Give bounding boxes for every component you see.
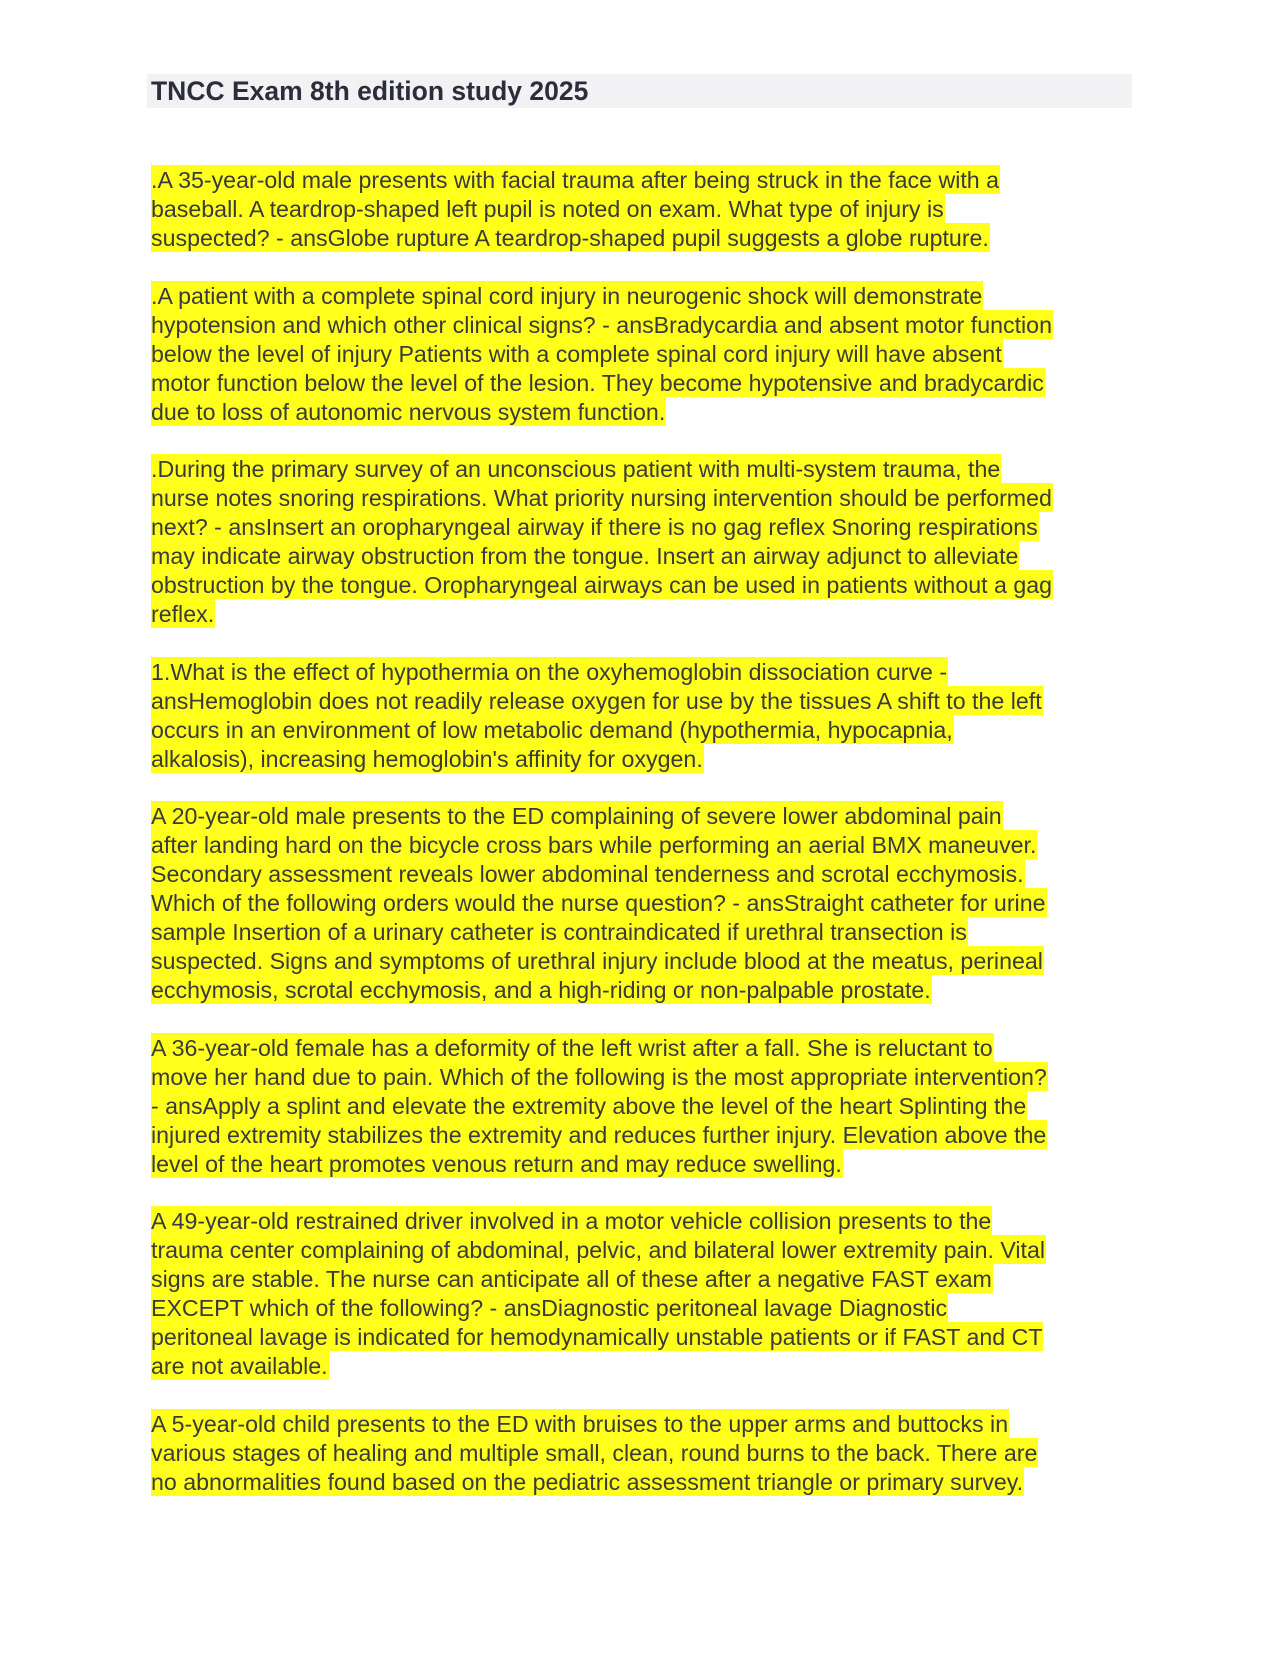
- highlighted-text: .During the primary survey of an unconscious patient with multi-system trauma, the: [151, 456, 1001, 482]
- text-line: [151, 311, 1131, 340]
- highlighted-text: baseball. A teardrop-shaped left pupil is noted on exam. What type of injury is: [151, 196, 944, 222]
- highlighted-text: motor function below the level of the lesion. They become hypotensive and bradycardic: [151, 369, 1044, 396]
- highlighted-text: A 49-year-old restrained driver involved in a motor vehicle collision presents to the: [151, 1208, 992, 1234]
- text-line: [151, 1034, 1131, 1063]
- document-body: [151, 166, 1131, 1525]
- text-line: [151, 1265, 1131, 1294]
- text-line: [151, 1207, 1131, 1236]
- question-paragraph: [151, 1207, 1131, 1381]
- highlighted-text: nurse notes snoring respirations. What priority nursing intervention should be performed: [151, 485, 1052, 511]
- text-line: [151, 802, 1131, 831]
- question-paragraph: [151, 1034, 1131, 1179]
- highlighted-text: obstruction by the tongue. Oropharyngeal airways can be used in patients without a gag: [151, 572, 1053, 598]
- text-line: [151, 1092, 1131, 1121]
- text-line: [151, 600, 1131, 629]
- text-line: [151, 860, 1131, 889]
- highlighted-text: Which of the following orders would the nurse question? - ansStraight catheter for urine: [151, 890, 1046, 916]
- question-paragraph: [151, 802, 1131, 1005]
- highlighted-text: are not available.: [151, 1353, 328, 1379]
- text-line: [151, 831, 1131, 860]
- question-paragraph: [151, 166, 1131, 253]
- text-line: [151, 918, 1131, 947]
- text-line: [151, 745, 1131, 774]
- text-line: [151, 1063, 1131, 1092]
- highlighted-text: below the level of injury Patients with a complete spinal cord injury will have absent: [151, 340, 1002, 367]
- text-line: [151, 1439, 1131, 1468]
- highlighted-text: move her hand due to pain. Which of the following is the most appropriate intervention?: [151, 1063, 1047, 1090]
- text-line: [151, 687, 1131, 716]
- text-line: [151, 658, 1131, 687]
- highlighted-text: suspected? - ansGlobe rupture A teardrop-shaped pupil suggests a globe rupture.: [151, 225, 989, 251]
- highlighted-text: ansHemoglobin does not readily release oxygen for use by the tissues A shift to the left: [151, 687, 1042, 714]
- highlighted-text: Secondary assessment reveals lower abdominal tenderness and scrotal ecchymosis.: [151, 861, 1024, 887]
- highlighted-text: alkalosis), increasing hemoglobin's affinity for oxygen.: [151, 745, 703, 772]
- highlighted-text: .A patient with a complete spinal cord injury in neurogenic shock will demonstrate: [151, 282, 983, 309]
- text-line: [151, 398, 1131, 427]
- highlighted-text: may indicate airway obstruction from the tongue. Insert an airway adjunct to alleviate: [151, 543, 1019, 569]
- text-line: [151, 224, 1131, 253]
- text-line: [151, 195, 1131, 224]
- text-line: [151, 513, 1131, 542]
- highlighted-text: due to loss of autonomic nervous system function.: [151, 398, 666, 425]
- text-line: [151, 369, 1131, 398]
- highlighted-text: various stages of healing and multiple small, clean, round burns to the back. There are: [151, 1439, 1038, 1466]
- highlighted-text: no abnormalities found based on the pediatric assessment triangle or primary survey.: [151, 1468, 1024, 1495]
- question-paragraph: [151, 282, 1131, 427]
- text-line: [151, 1323, 1131, 1352]
- highlighted-text: occurs in an environment of low metabolic demand (hypothermia, hypocapnia,: [151, 716, 953, 743]
- text-line: [151, 716, 1131, 745]
- highlighted-text: - ansApply a splint and elevate the extremity above the level of the heart Splinting the: [151, 1092, 1027, 1119]
- highlighted-text: injured extremity stabilizes the extremity and reduces further injury. Elevation above the: [151, 1121, 1047, 1148]
- text-line: [151, 1468, 1131, 1497]
- text-line: [151, 1294, 1131, 1323]
- highlighted-text: hypotension and which other clinical signs? - ansBradycardia and absent motor function: [151, 311, 1052, 338]
- highlighted-text: A 5-year-old child presents to the ED with bruises to the upper arms and buttocks in: [151, 1410, 1009, 1437]
- text-line: [151, 166, 1131, 195]
- text-line: [151, 455, 1131, 484]
- highlighted-text: A 20-year-old male presents to the ED complaining of severe lower abdominal pain: [151, 803, 1002, 829]
- highlighted-text: level of the heart promotes venous return and may reduce swelling.: [151, 1150, 842, 1177]
- text-line: [151, 889, 1131, 918]
- text-line: [151, 1410, 1131, 1439]
- highlighted-text: peritoneal lavage is indicated for hemodynamically unstable patients or if FAST and CT: [151, 1324, 1043, 1350]
- question-paragraph: [151, 1410, 1131, 1497]
- text-line: [151, 976, 1131, 1005]
- text-line: [151, 1121, 1131, 1150]
- highlighted-text: .A 35-year-old male presents with facial trauma after being struck in the face with a: [151, 167, 1000, 193]
- highlighted-text: next? - ansInsert an oropharyngeal airway if there is no gag reflex Snoring respirations: [151, 514, 1038, 540]
- highlighted-text: after landing hard on the bicycle cross bars while performing an aerial BMX maneuver.: [151, 832, 1037, 858]
- text-line: [151, 947, 1131, 976]
- text-line: [151, 1352, 1131, 1381]
- highlighted-text: suspected. Signs and symptoms of urethral injury include blood at the meatus, perineal: [151, 948, 1043, 974]
- text-line: [151, 340, 1131, 369]
- text-line: [151, 1150, 1131, 1179]
- highlighted-text: sample Insertion of a urinary catheter is contraindicated if urethral transection is: [151, 919, 967, 945]
- highlighted-text: reflex.: [151, 601, 215, 627]
- text-line: [151, 484, 1131, 513]
- highlighted-text: signs are stable. The nurse can anticipate all of these after a negative FAST exam: [151, 1266, 992, 1292]
- question-paragraph: [151, 455, 1131, 629]
- highlighted-text: ecchymosis, scrotal ecchymosis, and a high-riding or non-palpable prostate.: [151, 977, 931, 1003]
- text-line: [151, 571, 1131, 600]
- highlighted-text: A 36-year-old female has a deformity of the left wrist after a fall. She is reluctant to: [151, 1034, 993, 1061]
- document-title: TNCC Exam 8th edition study 2025: [151, 76, 589, 106]
- text-line: [151, 282, 1131, 311]
- text-line: [151, 1236, 1131, 1265]
- highlighted-text: 1.What is the effect of hypothermia on the oxyhemoglobin dissociation curve -: [151, 658, 948, 685]
- question-paragraph: [151, 658, 1131, 774]
- highlighted-text: trauma center complaining of abdominal, pelvic, and bilateral lower extremity pain. Vital: [151, 1237, 1046, 1263]
- text-line: [151, 542, 1131, 571]
- highlighted-text: EXCEPT which of the following? - ansDiagnostic peritoneal lavage Diagnostic: [151, 1295, 948, 1321]
